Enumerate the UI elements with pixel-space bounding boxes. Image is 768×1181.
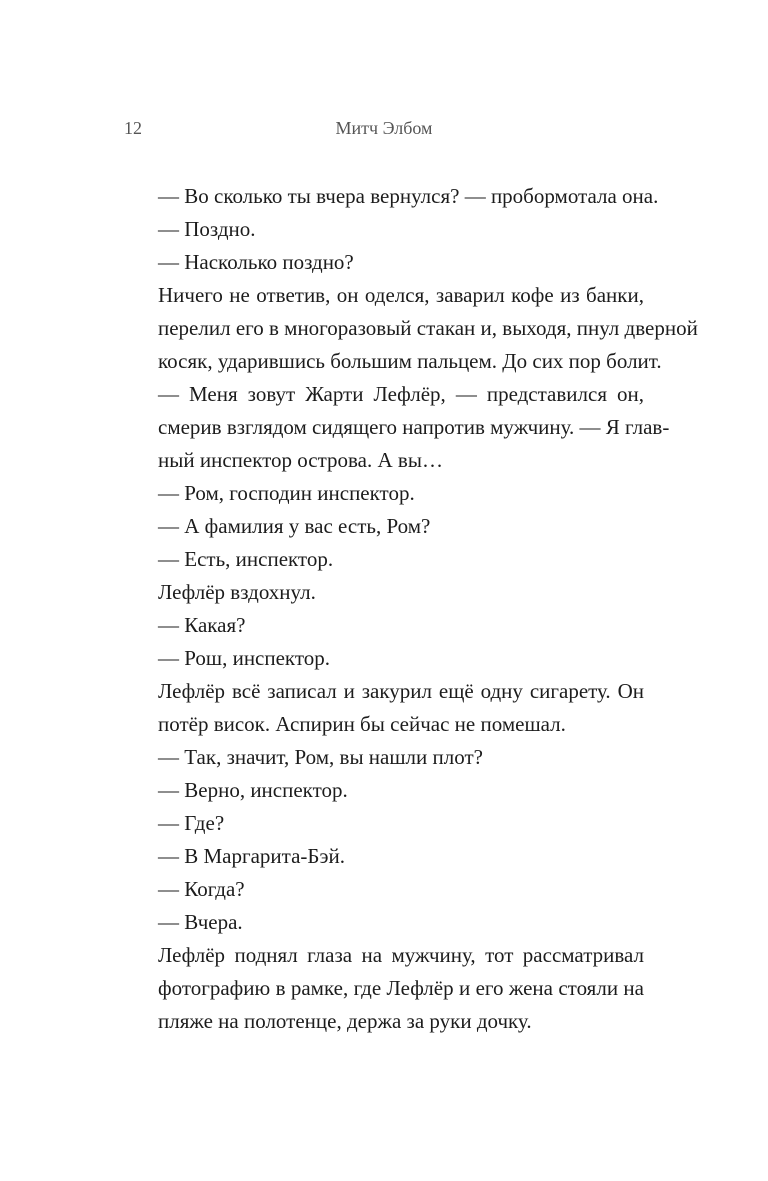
text-line: Ничего не ответив, он оделся, заварил кофе из банки, [158, 283, 644, 307]
text-line: потёр висок. Аспирин бы сейчас не помешал. [158, 712, 566, 736]
text-line: — Рош, инспектор. [158, 646, 331, 670]
body-text [158, 180, 698, 1038]
text-line: — Есть, инспектор. [158, 547, 334, 571]
text-line: — Верно, инспектор. [158, 778, 348, 802]
text-line: — Ром, господин инспектор. [158, 481, 415, 505]
running-title: Митч Элбом [335, 118, 433, 138]
text-line: — А фамилия у вас есть, Ром? [158, 514, 431, 538]
text-line: косяк, ударившись большим пальцем. До сих пор болит. [158, 349, 662, 373]
text-line: — В Маргарита-Бэй. [158, 844, 345, 868]
text-line: — Когда? [158, 877, 245, 901]
text-line: — Поздно. [158, 217, 256, 241]
text-line: ный инспектор острова. А вы… [158, 448, 443, 472]
page-number: 12 [124, 118, 142, 138]
text-line: Лефлёр поднял глаза на мужчину, тот рассматривал [158, 943, 644, 967]
text-line: перелил его в многоразовый стакан и, выходя, пнул дверной [158, 316, 698, 340]
text-line: — Насколько поздно? [158, 250, 354, 274]
text-line: смерив взглядом сидящего напротив мужчину. — Я глав- [158, 415, 670, 439]
text-line: — Вчера. [158, 910, 243, 934]
text-line: — Во сколько ты вчера вернулся? — пробормотала она. [158, 184, 659, 208]
text-line: — Так, значит, Ром, вы нашли плот? [158, 745, 483, 769]
text-line: — Где? [158, 811, 225, 835]
text-line: Лефлёр вздохнул. [158, 580, 316, 604]
text-line: — Меня зовут Жарти Лефлёр, — представился он, [158, 382, 644, 406]
text-line: пляже на полотенце, держа за руки дочку. [158, 1009, 532, 1033]
text-line: Лефлёр всё записал и закурил ещё одну сигарету. Он [158, 679, 644, 703]
page-header [124, 118, 644, 146]
text-line: фотографию в рамке, где Лефлёр и его жена стояли на [158, 976, 644, 1000]
text-line: — Какая? [158, 613, 246, 637]
